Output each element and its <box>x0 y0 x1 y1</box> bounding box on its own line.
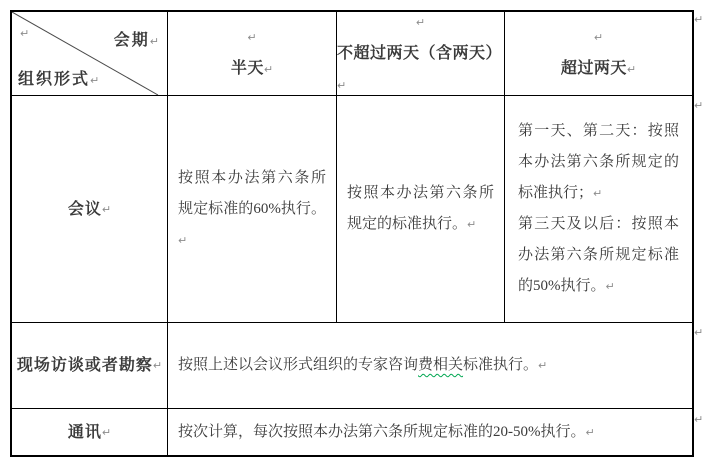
cell-meeting-half-day[interactable] <box>168 96 337 323</box>
paragraph-days-1-2: 第一天、第二天：按照本办法第六条所规定的标准执行；↵ <box>518 123 679 201</box>
corner-label-session: 会期↵ <box>113 32 159 49</box>
paragraph-mark: ↵ <box>626 63 637 76</box>
expert-fee-table <box>10 10 694 457</box>
row-label-site-visit[interactable]: 现场访谈或者勘察 ↵ <box>12 323 168 409</box>
paragraph-mark: ↵ <box>152 359 163 372</box>
grammar-check-underline: 费相关 <box>418 357 464 373</box>
cell-text: 按次计算，每次按照本办法第六条所规定标准的20-50%执行。↵ <box>178 423 595 440</box>
paragraph-mark: ↵ <box>101 425 112 439</box>
paragraph-day-3-plus: 第三天及以后：按照本办法第六条所规定标准的50%执行。↵ <box>518 216 679 294</box>
paragraph-mark: ↵ <box>585 425 595 439</box>
paragraph-mark: ↵ <box>247 31 257 44</box>
header-label-over-two-days: 超过两天↵ <box>560 60 637 77</box>
row-label-meeting[interactable]: 会议 ↵ <box>12 96 168 323</box>
paragraph-mark: ↵ <box>337 78 347 92</box>
row-end-mark: ↵ <box>694 326 704 339</box>
row-end-mark: ↵ <box>694 13 704 26</box>
paragraph-mark: ↵ <box>178 233 188 247</box>
paragraph-mark: ↵ <box>90 74 100 87</box>
cell-telecom-merged[interactable] <box>168 409 692 455</box>
row-end-mark: ↵ <box>694 99 704 112</box>
row-label-telecom[interactable]: 通讯 ↵ <box>12 409 168 455</box>
header-label-half-day: 半天↵ <box>230 60 274 77</box>
paragraph-mark: ↵ <box>538 359 548 372</box>
cell-text: 按照本办法第六条所规定的标准执行。↵ <box>347 185 494 232</box>
cell-meeting-over-two-days[interactable] <box>505 96 692 323</box>
paragraph-mark: ↵ <box>415 15 426 29</box>
paragraph-mark: ↵ <box>593 31 604 44</box>
paragraph-mark: ↵ <box>605 280 615 293</box>
paragraph-mark: ↵ <box>20 27 30 40</box>
header-cell-over-two-days[interactable] <box>505 12 692 96</box>
cell-text: 按照上述以会议形式组织的专家咨询费相关标准执行。↵ <box>178 357 548 373</box>
paragraph-mark: ↵ <box>467 218 477 231</box>
header-cell-within-two-days[interactable] <box>337 12 505 96</box>
paragraph-mark: ↵ <box>263 63 274 76</box>
paragraph-mark: ↵ <box>593 187 603 200</box>
corner-label-format: 组织形式↵ <box>18 71 100 88</box>
header-cell-half-day[interactable] <box>168 12 337 96</box>
cell-meeting-within-two-days[interactable] <box>337 96 505 323</box>
cell-text: 按照本办法第六条所规定标准的60%执行。↵ <box>178 169 326 247</box>
paragraph-mark: ↵ <box>101 202 112 216</box>
corner-cell-session-vs-format[interactable] <box>12 12 168 96</box>
header-label-within-two-days: 不超过两天（含两天）↵ <box>337 44 503 92</box>
row-end-mark: ↵ <box>694 413 704 426</box>
paragraph-mark: ↵ <box>149 35 159 48</box>
cell-site-visit-merged[interactable] <box>168 323 692 409</box>
cell-text <box>518 116 679 302</box>
